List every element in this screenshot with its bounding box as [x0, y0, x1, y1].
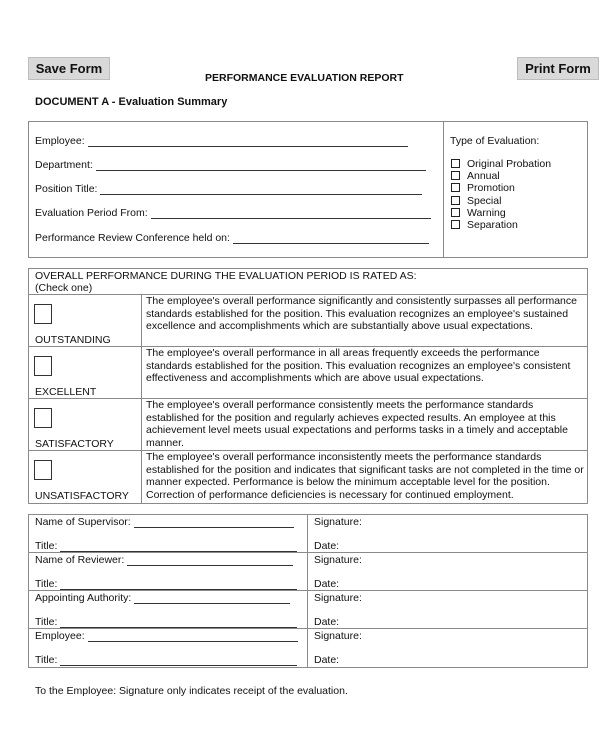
supervisor-signature-label: Signature:	[314, 516, 362, 528]
reviewer-date-label: Date:	[314, 578, 340, 590]
appointing-date-label: Date:	[314, 616, 340, 628]
employee-date-label: Date:	[314, 654, 340, 666]
reviewer-title-label: Title:	[35, 578, 58, 590]
appointing-signature-label: Signature:	[314, 592, 362, 604]
evaluation-period-label: Evaluation Period From:	[35, 207, 148, 219]
eval-type-label-original-probation: Original Probation	[467, 158, 552, 170]
page-title: PERFORMANCE EVALUATION REPORT	[205, 72, 404, 84]
eval-type-label-annual: Annual	[467, 170, 500, 182]
rating-desc-satisfactory: The employee's overall performance consistently meets the performance standards established for the position and regularly achieves expected results. An employee at this achievement level meets usual expectations and performs tasks in a timely and acceptable manner.	[146, 399, 568, 450]
employee-field[interactable]	[35, 135, 408, 147]
rating-checkbox-satisfactory[interactable]	[34, 408, 52, 428]
signature-table	[28, 514, 588, 668]
rating-desc-unsatisfactory: The employee's overall performance inconsistently meets the performance standards established for the position and indicates that significant tasks are not completed in the time or manner expected. Performance is below the minimum acceptable level for the position. Correction of performance deficiencies is necessary for continued employment.	[146, 451, 584, 502]
rating-desc-outstanding: The employee's overall performance significantly and consistently surpasses all performance standards established for the position. This evaluation recognizes an employee's sustained excellence and accomplishments which are substantially above usual expectations.	[146, 295, 577, 333]
employee-title-field[interactable]	[35, 654, 297, 666]
eval-type-label-warning: Warning	[467, 207, 506, 219]
appointing-title-label: Title:	[35, 616, 58, 628]
rating-desc-excellent: The employee's overall performance in all areas frequently exceeds the performance standards established for the position. This evaluation recognizes an employee's consistent effectiveness and accomplishments which are above usual expectations.	[146, 347, 571, 385]
employee-signature-label: Signature:	[314, 630, 362, 642]
department-field[interactable]	[35, 159, 426, 171]
evaluation-period-field[interactable]	[35, 207, 431, 219]
department-label: Department:	[35, 159, 93, 171]
eval-type-label-separation: Separation	[467, 219, 518, 231]
print-form-button[interactable]: Print Form	[517, 57, 599, 80]
employee-name-field[interactable]	[35, 630, 298, 642]
employee-title-label: Title:	[35, 654, 58, 666]
employee-label: Employee:	[35, 135, 85, 147]
position-title-field[interactable]	[35, 183, 422, 195]
eval-type-checkbox-promotion[interactable]	[451, 183, 460, 192]
appointing-authority-label: Appointing Authority:	[35, 592, 132, 604]
rating-label-satisfactory: SATISFACTORY	[35, 438, 114, 450]
employee-name-label: Employee:	[35, 630, 85, 642]
appointing-authority-field[interactable]	[35, 592, 290, 604]
supervisor-date-label: Date:	[314, 540, 340, 552]
supervisor-name-field[interactable]	[35, 516, 294, 528]
reviewer-title-field[interactable]	[35, 578, 297, 590]
review-conference-label: Performance Review Conference held on:	[35, 232, 230, 244]
overall-heading: OVERALL PERFORMANCE DURING THE EVALUATION PERIOD IS RATED AS:	[35, 270, 417, 282]
evaluation-type-label: Type of Evaluation:	[450, 135, 540, 147]
rating-checkbox-excellent[interactable]	[34, 356, 52, 376]
footer-note: To the Employee: Signature only indicates receipt of the evaluation.	[35, 685, 348, 697]
eval-type-checkbox-separation[interactable]	[451, 220, 460, 229]
review-conference-field[interactable]	[35, 232, 429, 244]
supervisor-name-label: Name of Supervisor:	[35, 516, 131, 528]
reviewer-signature-label: Signature:	[314, 554, 362, 566]
eval-type-checkbox-original-probation[interactable]	[451, 159, 460, 168]
save-form-button[interactable]: Save Form	[28, 57, 110, 80]
rating-label-unsatisfactory: UNSATISFACTORY	[35, 490, 129, 502]
document-title: DOCUMENT A - Evaluation Summary	[35, 96, 228, 108]
overall-subheading: (Check one)	[35, 282, 93, 294]
position-title-label: Position Title:	[35, 183, 98, 195]
eval-type-label-special: Special	[467, 195, 502, 207]
reviewer-name-label: Name of Reviewer:	[35, 554, 125, 566]
supervisor-title-field[interactable]	[35, 540, 297, 552]
eval-type-checkbox-annual[interactable]	[451, 171, 460, 180]
eval-type-checkbox-warning[interactable]	[451, 208, 460, 217]
reviewer-name-field[interactable]	[35, 554, 293, 566]
eval-type-checkbox-special[interactable]	[451, 196, 460, 205]
rating-label-outstanding: OUTSTANDING	[35, 334, 111, 346]
rating-checkbox-outstanding[interactable]	[34, 304, 52, 324]
supervisor-title-label: Title:	[35, 540, 58, 552]
rating-checkbox-unsatisfactory[interactable]	[34, 460, 52, 480]
eval-type-label-promotion: Promotion	[467, 182, 515, 194]
appointing-title-field[interactable]	[35, 616, 297, 628]
rating-label-excellent: EXCELLENT	[35, 386, 97, 398]
